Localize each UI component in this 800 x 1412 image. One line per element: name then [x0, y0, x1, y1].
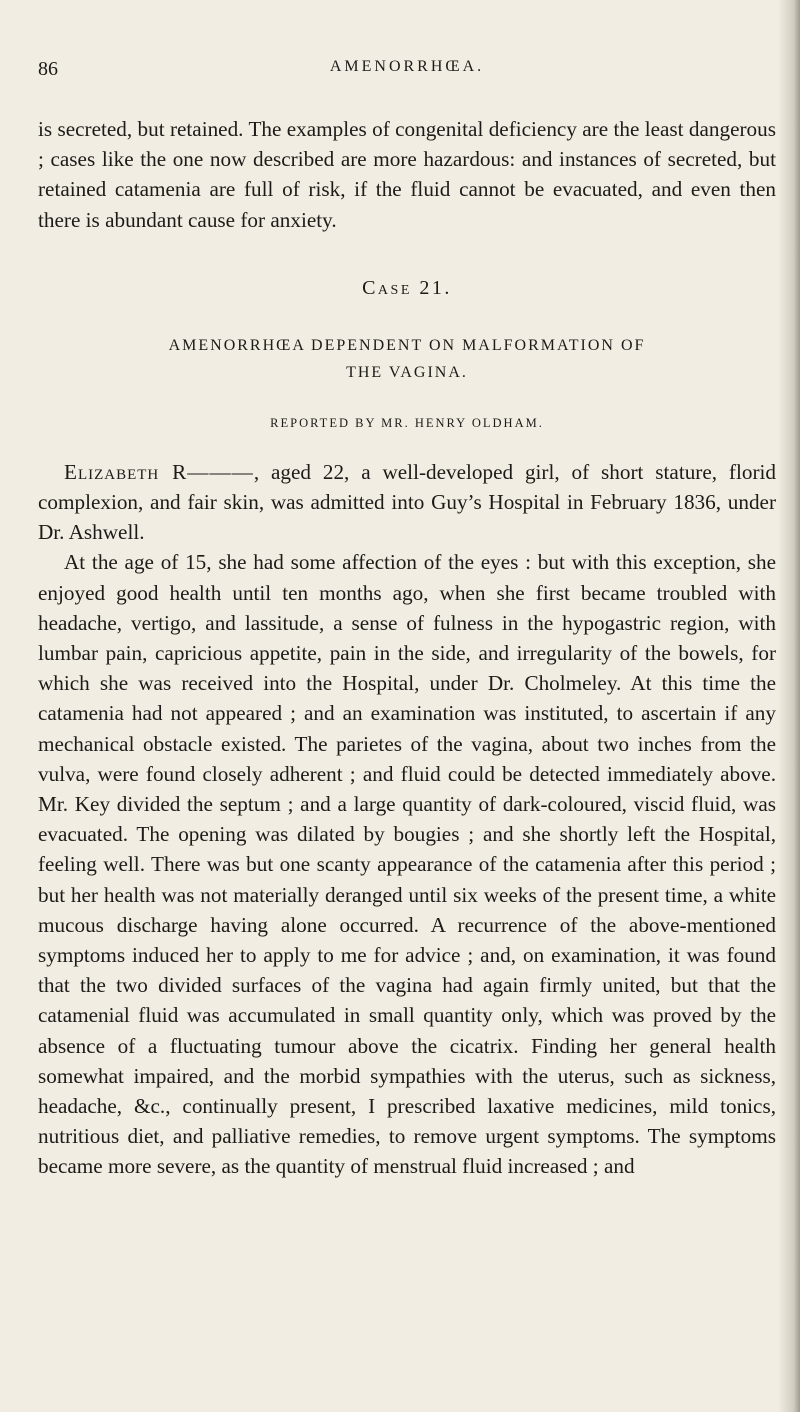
case-heading-line-1: AMENORRHŒA DEPENDENT ON MALFORMATION OF	[168, 336, 646, 354]
case-heading-line-2: THE VAGINA.	[346, 363, 468, 381]
case-reporter: REPORTED BY MR. HENRY OLDHAM.	[270, 415, 544, 430]
page-edge-shadow	[778, 0, 800, 1412]
running-head	[38, 58, 776, 98]
case-lead-paragraph	[38, 457, 776, 548]
case-title: Case 21.	[362, 276, 452, 299]
patient-name: Elizabeth R———	[64, 459, 254, 484]
opening-paragraph: is secreted, but retained. The examples of congenital deficiency are the least dangerous ; cases like the one now described are more hazardous: and instances of secreted, but retained catamenia are full of risk, if the fluid cannot be evacuated, and even then there is abundant cause for anxiety.	[38, 117, 776, 232]
case-lead-text: , aged 22, a well-developed girl, of short stature, florid complexion, and fair skin, was admitted into Guy’s Hospital in February 1836, under Dr. Ashwell.	[38, 459, 777, 545]
page-number: 86	[38, 58, 58, 80]
book-page	[38, 0, 776, 1182]
running-title: AMENORRHŒA.	[329, 58, 485, 75]
history-paragraph: At the age of 15, she had some affection of the eyes : but with this exception, she enjoyed good health until ten months ago, when she first became troubled with headache, vertigo, and lassitude, a sense of fulness in the hypogastric region, with lumbar pain, capricious appetite, pain in the side, and irregularity of the bowels, for which she was received into the Hospital, under Dr. Cholmeley. At this time the catamenia had not appeared ; and an examination was instituted, to ascertain if any mechanical obstacle existed. The parietes of the vagina, about two inches from the vulva, were found closely adherent ; and fluid could be detected immediately above. Mr. Key divided the septum ; and a large quantity of dark-coloured, viscid fluid, was evacuated. The opening was dilated by bougies ; and she shortly left the Hospital, feeling well. There was but one scanty appearance of the catamenia after this period ; but her health was not materially deranged until six weeks of the present time, a white mucous discharge having alone occurred. A recurrence of the above-mentioned symptoms induced her to apply to me for advice ; and, on examination, it was found that the two divided surfaces of the vagina had again firmly united, but that the catamenial fluid was accumulated in small quantity only, which was proved by the absence of a fluctuating tumour above the cicatrix. Finding her general health somewhat impaired, and the morbid sympathies with the uterus, such as sickness, headache, &c., continually present, I prescribed laxative medicines, mild tonics, nutritious diet, and palliative remedies, to remove urgent symptoms. The symptoms became more severe, as the quantity of menstrual fluid increased ; and	[38, 550, 776, 1179]
case-heading	[38, 332, 776, 386]
